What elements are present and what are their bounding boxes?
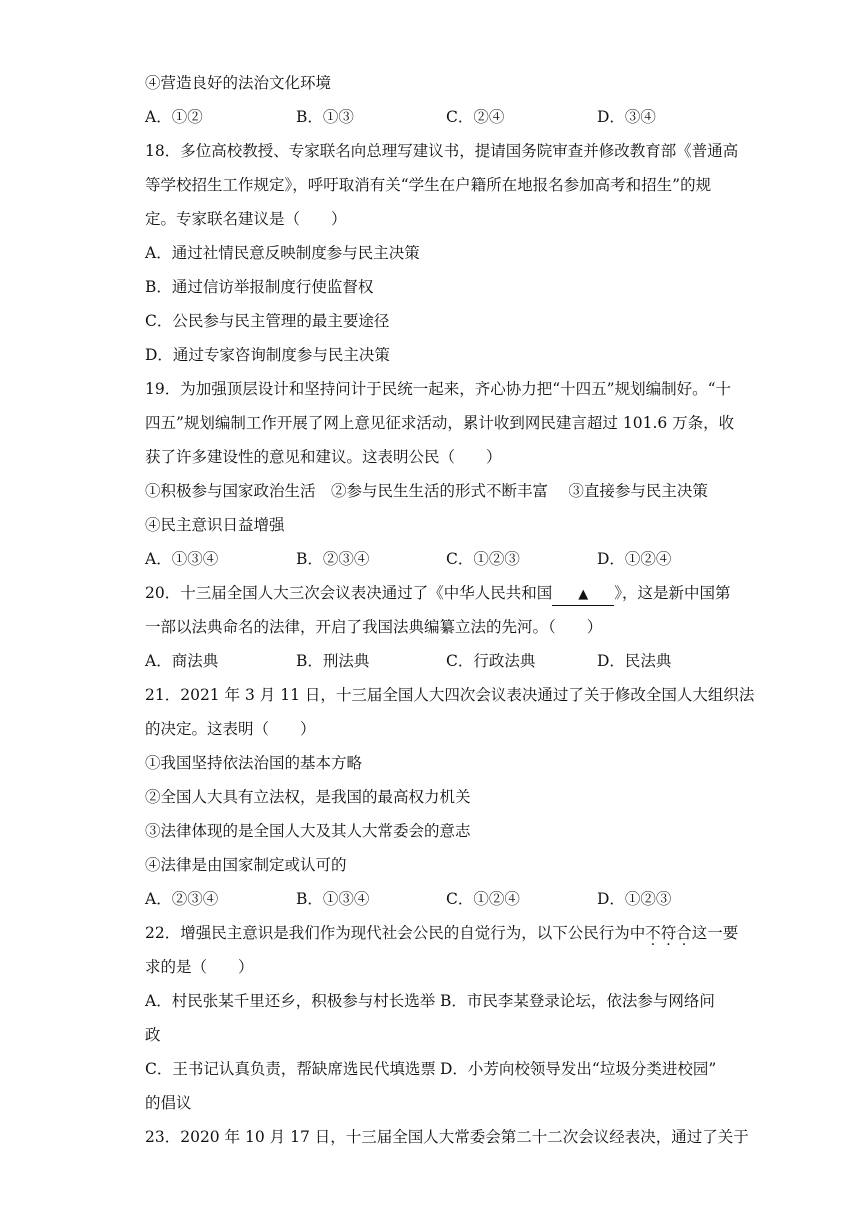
- q22-stem-post: 这一要: [691, 924, 739, 942]
- q21-item-1: ①我国坚持依法治国的基本方略: [145, 754, 363, 772]
- q22-option-a: A．村民张某千里还乡，积极参与村长选举: [145, 992, 436, 1010]
- q21-option-a: A．②③④: [145, 890, 219, 908]
- q19-option-d: D．①②④: [597, 550, 672, 568]
- q23-stem-line-1: 23．2020 年 10 月 17 日，十三届全国人大常委会第二十二次会议经表决，通过了关于: [145, 1128, 749, 1146]
- q22-option-b: B．市民李某登录论坛，依法参与网络问: [440, 992, 715, 1010]
- q19-option-b: B．②③④: [296, 550, 370, 568]
- q17-option-c: C．②④: [446, 108, 505, 126]
- q21-option-d: D．①②③: [597, 890, 672, 908]
- q19-stem-line-1: 19．为加强顶层设计和坚持问计于民统一起来，齐心协力把“十四五”规划编制好。“十: [145, 380, 731, 398]
- q21-stem-line-2: 的决定。这表明（ ）: [145, 720, 316, 738]
- q22-option-c: C．王书记认真负责，帮缺席选民代填选票: [145, 1060, 436, 1078]
- q22-emphasis-char: 符: [660, 924, 677, 942]
- q19-stem-line-3: 获了许多建设性的意见和建议。这表明公民（ ）: [145, 448, 502, 466]
- q21-option-c: C．①②④: [446, 890, 520, 908]
- q22-stem-line-1: [145, 923, 738, 943]
- q18-option-d: D．通过专家咨询制度参与民主决策: [145, 346, 390, 364]
- q20-stem-line-2: 一部以法典命名的法律，开启了我国法典编纂立法的先河。（ ）: [145, 618, 603, 636]
- q18-option-b: B．通过信访举报制度行使监督权: [145, 278, 374, 296]
- q22-option-d: D．小芳向校领导发出“垃圾分类进校园”: [440, 1060, 717, 1078]
- q19-item-4: ④民主意识日益增强: [145, 516, 285, 534]
- q20-answer-blank: [552, 583, 614, 606]
- q22-emphasis-char: 合: [676, 924, 692, 942]
- q17-option-a: A．①②: [145, 108, 203, 126]
- q20-option-c: C．行政法典: [446, 652, 536, 670]
- q18-stem-line-3: 定。专家联名建议是（ ）: [145, 210, 347, 228]
- q19-option-c: C．①②③: [446, 550, 520, 568]
- q20-stem-pre: 20．十三届全国人大三次会议表决通过了《中华人民共和国: [145, 584, 553, 602]
- q20-option-b: B．刑法典: [296, 652, 370, 670]
- q22-stem-pre: 22．增强民主意识是我们作为现代社会公民的自觉行为，以下公民行为中: [145, 924, 646, 942]
- q19-items-line: ①积极参与国家政治生活 ②参与民生生活的形式不断丰富 ③直接参与民主决策: [145, 482, 708, 500]
- q22-emphasis-char: 不: [645, 924, 661, 942]
- triangle-marker-icon: ▲: [578, 587, 589, 602]
- q18-option-a: A．通过社情民意反映制度参与民主决策: [145, 244, 420, 262]
- q20-option-d: D．民法典: [597, 652, 672, 670]
- q22-stem-line-2: 求的是（ ）: [145, 958, 254, 976]
- q21-item-4: ④法律是由国家制定或认可的: [145, 856, 347, 874]
- q18-stem-line-1: 18．多位高校教授、专家联名向总理写建议书，提请国务院审查并修改教育部《普通高: [145, 142, 739, 160]
- q22-option-d-cont: 的倡议: [145, 1094, 192, 1112]
- q21-stem-line-1: 21．2021 年 3 月 11 日，十三届全国人大四次会议表决通过了关于修改全国人大组织法: [145, 686, 755, 704]
- q21-option-b: B．①③④: [296, 890, 370, 908]
- q21-item-2: ②全国人大具有立法权，是我国的最高权力机关: [145, 788, 471, 806]
- q19-stem-line-2: 四五”规划编制工作开展了网上意见征求活动，累计收到网民建言超过 101.6 万条，收: [145, 414, 735, 432]
- q18-stem-line-2: 等学校招生工作规定》，呼吁取消有关“学生在户籍所在地报名参加高考和招生”的规: [145, 176, 712, 194]
- q19-option-a: A．①③④: [145, 550, 219, 568]
- q21-item-3: ③法律体现的是全国人大及其人大常委会的意志: [145, 822, 471, 840]
- q22-option-b-cont: 政: [145, 1026, 161, 1044]
- q18-option-c: C．公民参与民主管理的最主要途径: [145, 312, 390, 330]
- q20-stem-post: 》，这是新中国第: [614, 584, 731, 602]
- q20-stem-line-1: [145, 583, 731, 606]
- q20-option-a: A．商法典: [145, 652, 219, 670]
- q17-option-d: D．③④: [597, 108, 656, 126]
- q17-option-b: B．①③: [296, 108, 354, 126]
- q17-item-4: ④营造良好的法治文化环境: [145, 74, 332, 92]
